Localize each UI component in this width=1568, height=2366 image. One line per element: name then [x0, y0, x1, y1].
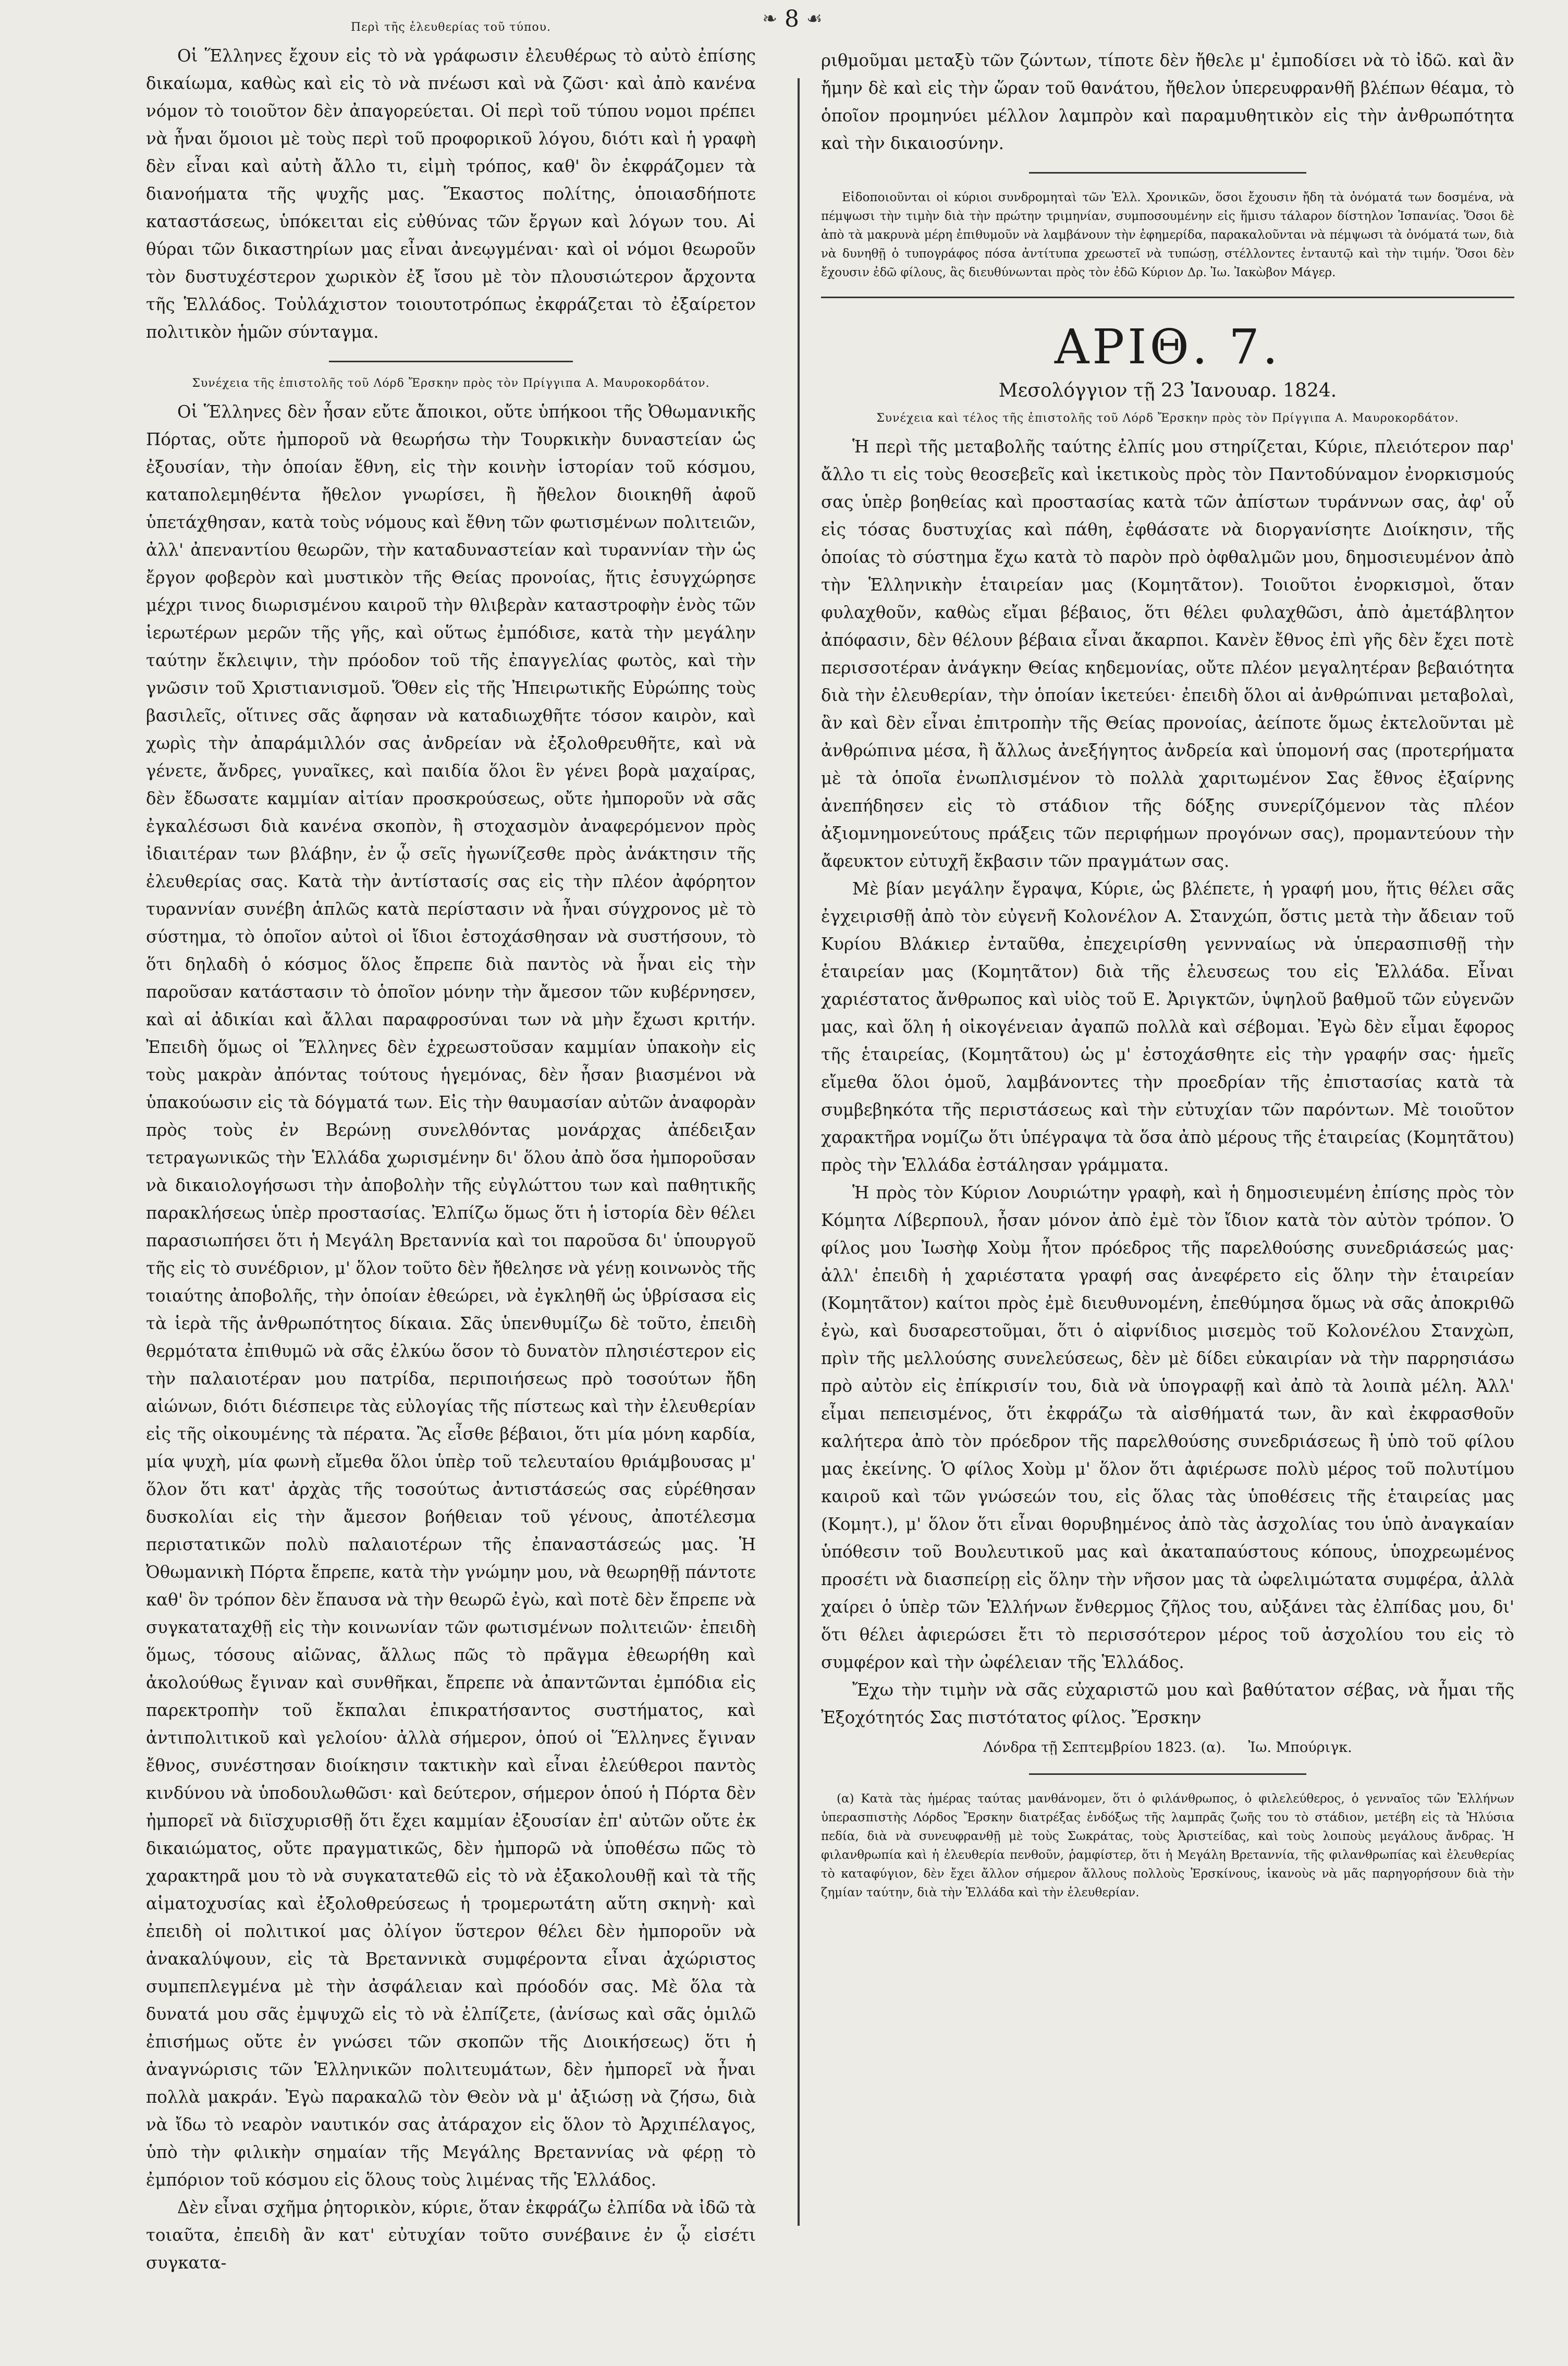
page-number-header: [740, 3, 844, 34]
issue-title: ΑΡΙΘ. 7.: [1054, 319, 1281, 375]
letter-continuation: ριθμοῦμαι μεταξὺ τῶν ζώντων, τίποτε δὲν ἤθελε μ' ἐμποδίσει νὰ τὸ ἰδῶ. καὶ ἂν ἤμην δὲ καὶ εἰς τὴν ὥραν τοῦ θανάτου, ἤθελον ὑπερευφρανθῆ βλέπων θέαμα, τὸ ὁποῖον προμηνύει μέλλον λαμπρὸν καὶ παραμυθητικὸν εἰς τὴν ἀνθρωπότητα καὶ τὴν δικαιοσύνην.: [821, 51, 1514, 153]
page-number: 8: [785, 5, 799, 32]
letter-paragraph: Μὲ βίαν μεγάλην ἔγραψα, Κύριε, ὡς βλέπετε, ἡ γραφή μου, ἥτις θέλει σᾶς ἐγχειρισθῇ ἀπὸ τὸν εὐγενῆ Κολονέλον Α. Στανχώπ, ὅστις μετὰ τὴν ἄδειαν τοῦ Κυρίου Βλάκιερ ἐνταῦθα, ἐπεχειρίσθη γεννναίως νὰ ὑπερασπισθῇ τὴν ἑταιρείαν μας (Κομητᾶτον) διὰ τῆς ἐλευσεως του εἰς Ἑλλάδα. Εἶναι χαριέστατος ἄνθρωπος καὶ υἱὸς τοῦ Ε. Ἀριγκτῶν, ὑψηλοῦ βαθμοῦ τῶν εὐγενῶν μας, καὶ ὅλη ἡ οἰκογένειαν ἀγαπῶ πολλὰ καὶ σέβομαι. Ἐγὼ δὲν εἶμαι ἔφορος τῆς ἑταιρείας, (Κομητᾶτου) ὡς μ' ἐστοχάσθητε εἰς τὴν γραφήν σας· ἡμεῖς εἴμεθα ὅλοι ὁμοῦ, λαμβάνοντες τὴν προεδρίαν τῆς ἐπιστασίας κατὰ τὰ συμβεβηκότα τῆς περιστάσεως καὶ τὴν εὐτυχίαν τῶν παρόντων. Μὲ τοιοῦτον χαρακτῆρα νομίζω ὅτι ὑπέγραψα τὰ ὅσα ἀπὸ μέρους τῆς ἑταιρείας (Κομητᾶτου) πρὸς τὴν Ἑλλάδα ἐστάλησαν γράμματα.: [821, 879, 1514, 1175]
subscribers-notice: Εἰδοποιοῦνται οἱ κύριοι συνδρομηταὶ τῶν Ἑλλ. Χρονικῶν, ὅσοι ἔχουσιν ἤδη τὰ ὀνόματά των δοσμένα, νὰ πέμψωσι τὴν τιμὴν διὰ τὴν πρώτην τριμηνίαν, συμποσουμένην εἰς ἥμισυ τάλαρον δίστηλον Ἱσπανίας. Ὅσοι δὲ ἀπὸ τὰ μακρυνὰ μέρη ἐπιθυμοῦν νὰ λαμβάνουν τὴν ἐφημερίδα, παρακαλοῦνται νὰ πέμψωσι τὰ ὀνόματά των, διὰ νὰ δυνηθῇ ὁ τυπογράφος πόσα ἀντίτυπα χρεωστεῖ νὰ τυπώσῃ, στέλλοντες ἐνταυτῷ καὶ τὴν τιμήν. Ὅσοι δὲν ἔχουσιν ἐδῶ φίλους, ἃς διευθύνωνται πρὸς τὸν ἐδῶ Κύριον Δρ. Ἰω. Ἰακὼβον Μάγερ.: [821, 191, 1514, 279]
left-column: [146, 21, 756, 2335]
letter-heading: Συνέχεια καὶ τέλος τῆς ἐπιστολῆς τοῦ Λόρδ Ἔρσκην πρὸς τὸν Πρίγγιπα Α. Μαυροκορδάτον.: [876, 412, 1459, 425]
separator-rule: [821, 297, 1514, 298]
signature-name: Ἰω. Μπούριγκ.: [1248, 1739, 1352, 1756]
closing-line: Ἔχω τὴν τιμὴν νὰ σᾶς εὐχαριστῶ μου καὶ βαθύτατον σέβας, νὰ ἦμαι τῆς Ἐξοχότητός Σας πιστότατος φίλος. Ἔρσκην: [821, 1680, 1514, 1727]
separator-rule: [1029, 172, 1306, 174]
dateline: Μεσολόγγιον τῇ 23 Ἰανουαρ. 1824.: [998, 380, 1337, 401]
separator-rule: [329, 361, 573, 362]
right-column: [821, 47, 1514, 2340]
letter-paragraph-end: Δὲν εἶναι σχῆμα ῥητορικὸν, κύριε, ὅταν ἐκφράζω ἐλπίδα νὰ ἰδῶ τὰ τοιαῦτα, ἐπειδὴ ἂν κατ' εὐτυχίαν τοῦτο συνέβαινε ἐν ᾧ εἰσέτι συγκατα-: [146, 2198, 756, 2273]
ornament-left-icon: ❧: [762, 8, 777, 29]
ornament-right-icon: ☙: [806, 8, 823, 29]
letter-paragraph: Ἡ πρὸς τὸν Κύριον Λουριώτην γραφὴ, καὶ ἡ δημοσιευμένη ἐπίσης πρὸς τὸν Κόμητα Λίβερπουλ, ἦσαν μόνον ἀπὸ ἐμὲ τὸν ἴδιον κατὰ τὸν αὐτὸν τρόπον. Ὁ φίλος μου Ἰωσὴφ Χοὺμ ἦτον πρόεδρος τῆς παρελθούσης συνεδριάσεώς μας· ἀλλ' ἐπειδὴ ἡ χαριέστατα γραφή σας ἀνεφέρετο εἰς ὅλην τὴν ἑταιρείαν (Κομητᾶτον) καίτοι πρὸς ἐμὲ διευθυνομένη, ἐπεθύμησα ὅμως νὰ σᾶς ἀποκριθῶ ἐγὼ, καὶ δυσαρεστοῦμαι, ὅτι ὁ αἰφνίδιος μισεμὸς τοῦ Κολονέλου Στανχὼπ, πρὶν τῆς μελλούσης συνελεύσεως, δὲν μὲ δίδει εὐκαιρίαν νὰ τὴν παρρησιάσω πρὸ αὐτὸν εἰς ἐπίκρισίν του, διὰ νὰ ὑπογραφῇ καὶ ἀπὸ τὰ λοιπὰ μέλη. Ἀλλ' εἶμαι πεπεισμένος, ὅτι ἐκφράζω τὰ αἰσθήματά των, ἂν καὶ ἐκφρασθοῦν καλήτερα ἀπὸ τὸν πρόεδρον τῆς παρελθούσης συνεδριάσεως ἢ ὑπὸ τοῦ φίλου μας ἐκείνης. Ὁ φίλος Χοὺμ μ' ὅλον ὅτι ἀφιέρωσε πολὺ μέρος τοῦ πολυτίμου καιροῦ καὶ τῶν γνώσεών του, εἰς ὅλας τὰς ὑποθέσεις τῆς ἑταιρείας μας (Κομητ.), μ' ὅλον ὅτι εἶναι θορυβημένος ἀπὸ τὰς ἀσχολίας του ὑπὸ ἀναγκαίαν ὑπόθεσιν τοῦ Βουλευτικοῦ μας καὶ ἀκαταπαύστους κόπους, ὑποχρεωμένος προσέτι νὰ διασπείρῃ εἰς ὅλην τὴν νῆσον μας τὰ ὠφελιμώτατα συμφέρα, ἀλλὰ χαίρει ὁ ὑπὲρ τῶν Ἑλλήνων ἔνθερμος ζῆλος του, αὐξάνει τὰς ἐλπίδας μου, δι' ὅτι θέλει ἀφιερώσει ἔτι τὸ περισσότερον μέρος τοῦ ἀσχολίου του εἰς τὸ συμφέρον καὶ τὴν ὠφέλειαν τῆς Ἑλλάδος.: [821, 1183, 1514, 1672]
footnote-rule: [1029, 1773, 1306, 1775]
column-divider: [798, 78, 800, 2226]
letter-paragraph: Οἱ Ἕλληνες δὲν ἦσαν εὔτε ἄποικοι, οὔτε ὑπήκοοι τῆς Ὀθωμανικῆς Πόρτας, οὔτε ἠμποροῦ νὰ θεωρήσω τὴν Τουρκικὴν δυναστείαν ὡς ἐξουσίαν, τὴν ὁποίαν ἔθνη, εἰς τὴν κοινὴν ἱστορίαν τοῦ κόσμου, καταπολεμηθέντα ἤθελον γνωρίσει, ἢ ἤθελον διοικηθῆ ἀφοῦ ὑπετάχθησαν, κατὰ τοὺς νόμους καὶ ἔθνη τῶν φωτισμένων πολιτειῶν, ἀλλ' ἀπεναντίου θεωρῶν, τὴν καταδυναστείαν καὶ τυραννίαν τὴν ὡς ἔργον φοβερὸν καὶ μυστικὸν τῆς Θείας προνοίας, ἥτις ἐσυγχώρησε μέχρι τινος διωρισμένου καιροῦ τὴν θλιβερὰν καταστροφὴν ἑνὸς τῶν ἱερωτέρων μερῶν τῆς γῆς, καὶ οὕτως ἐμπόδισε, κατὰ τὴν μεγάλην ταύτην ἔκλειψιν, τὴν πρόοδον τοῦ τῆς ἐπαγγελίας φωτὸς, καὶ τὴν γνῶσιν τοῦ Χριστιανισμοῦ. Ὅθεν εἰς τῆς Ἠπειρωτικῆς Εὐρώπης τοὺς βασιλεῖς, οἵτινες σᾶς ἄφησαν νὰ καταδιωχθῆτε τόσον καιρὸν, καὶ χωρὶς τὴν ἀπαράμιλλόν σας ἀνδρείαν νὰ ἐξολοθρευθῆτε, καὶ νὰ γένετε, ἄνδρες, γυναῖκες, καὶ παιδία ὅλοι ἓν γένει βορὰ μαχαίρας, δὲν ἔδωσατε καμμίαν αἰτίαν προσκρούσεως, οὔτε ἠμποροῦν νὰ σᾶς ἐγκαλέσωσι διὰ κανένα σκοπὸν, ἢ στοχασμὸν ἀναφερόμενον πρὸς ἰδιαιτέραν των βλάβην, ἐν ᾧ σεῖς ἠγωνίζεσθε πρὸς ἀνάκτησιν τῆς ἐλευθερίας σας. Κατὰ τὴν ἀντίστασίς σας εἰς τὴν πλέον ἀφόρητον τυραννίαν συνέβη ἁπλῶς κατὰ περίστασιν νὰ ἦναι σύγχρονος μὲ τὸ σύστημα, τὸ ὁποῖον αὐτοὶ οἱ ἴδιοι ἐστοχάσθησαν νὰ συστήσουν, τὸ ὅτι δηλαδὴ ὁ κόσμος ὅλος ἔπρεπε διὰ παντὸς νὰ ἦναι εἰς τὴν παροῦσαν κατάστασιν τὸ ὁποῖον μόνην τὴν ἄμεσον τῶν κυβέρνησεν, καὶ αἱ ἀδικίαι καὶ ἄλλαι παραφροσύναι των νὰ μὴν ἔχωσι κριτήν. Ἐπειδὴ ὅμως οἱ Ἕλληνες δὲν ἐχρεωστοῦσαν καμμίαν ὑπακοὴν εἰς τοὺς μακρὰν ἀπόντας τούτους ἡγεμόνας, δὲν ἦσαν βιασμένοι νὰ ὑπακούωσιν εἰς τὰ δόγματά των. Εἰς τὴν θαυμασίαν αὐτῶν ἀναφορὰν πρὸς τοὺς ἐν Βερώνῃ συνελθόντας μονάρχας ἀπέδειξαν τετραγωνικῶς τὴν Ἑλλάδα χωρισμένην δι' ὅλου ἀπὸ ὅσα ἠμποροῦσαν νὰ δικαιολογήσωσι τὴν ἀποβολὴν τῆς εὐγλώττου των καὶ παθητικῆς παρακλήσεως ὑπὲρ προστασίας. Ἐλπίζω ὅμως ὅτι ἡ ἱστορία δὲν θέλει παρασιωπήσει ὅτι ἡ Μεγάλη Βρεταννία καὶ τοι παροῦσα δι' ὑπουργοῦ τῆς εἰς τὸ συνέδριον, μ' ὅλον τοῦτο δὲν ἤθελησε νὰ γένῃ κοινωνὸς τῆς τοιαύτης ἀποβολῆς, τὴν ὁποίαν ἐθεώρει, νὰ ἐγκληθῆ ὡς ὑβρίσασα εἰς τὰ ἱερὰ τῆς ἀνθρωπότητος δίκαια. Σᾶς ὑπενθυμίζω δὲ τοῦτο, ἐπειδὴ θερμότατα ἐπιθυμῶ νὰ σᾶς ἐλκύω ὅσον τὸ δυνατὸν πλησιέστερον εἰς τὴν παλαιοτέραν μου πατρίδα, περιποιήσεως πρὸ τοσούτων ἤδη αἰώνων, διότι διέσπειρε τὰς εὐλογίας τῆς πίστεως καὶ τὴν ἐλευθερίαν εἰς τῆς οἰκουμένης τὰ πέρατα. Ἂς εἶσθε βέβαιοι, ὅτι μία μόνη καρδία, μία ψυχὴ, μία φωνὴ εἴμεθα ὅλοι ὑπὲρ τοῦ τελευταίου θριάμβουσας μ' ὅλον ὅτι κατ' ἀρχὰς τῆς τοσούτως ἀντιστάσεώς σας εὑρέθησαν δυσκολίαι εἰς τὴν ἄμεσον βοήθειαν τοῦ γένους, ἀποτέλεσμα περιστατικῶν πολὺ παλαιοτέρων τῆς ἐπαναστάσεώς μας. Ἡ Ὀθωμανικὴ Πόρτα ἔπρεπε, κατὰ τὴν γνώμην μου, νὰ θεωρηθῇ πάντοτε καθ' ὃν τρόπον δὲν ἔπαυσα νὰ τὴν θεωρῶ ἐγὼ, καὶ ποτὲ δὲν ἔπρεπε νὰ συγκαταταχθῇ εἰς τὴν κοινωνίαν τῶν φωτισμένων πολιτειῶν· ἐπειδὴ ὅμως, τόσους αἰῶνας, ἄλλως πῶς τὸ πρᾶγμα ἐθεωρήθη καὶ ἀκολούθως ἔγιναν καὶ συνθῆκαι, ἔπρεπε νὰ ἀπαντῶνται ἐμπόδια εἰς παρεκτροπὴν τοῦ ἔκπαλαι ἐπικρατήσαντος συστήματος, καὶ ἀντιπολιτικοῦ καὶ γελοίου· ἀλλὰ σήμερον, ὁπού οἱ Ἕλληνες ἔγιναν ἔθνος, συνέστησαν διοίκησιν τακτικὴν καὶ εἶναι ἐλεύθεροι παντὸς κινδύνου νὰ ὑποδουλωθῶσι· καὶ δεύτερον, σήμερον ὁπού ἡ Πόρτα δὲν ἠμπορεῖ νὰ διϊσχυρισθῇ ὅτι ἔχει καμμίαν ἐξουσίαν ἐπ' αὐτῶν οὔτε ἐκ δικαιώματος, οὔτε πραγματικῶς, δὲν ἠμπορῶ νὰ ὑποθέσω πῶς τὸ χαρακτηρᾶ μου τὸ νὰ συγκατατεθῶ εἰς τὸ νὰ ἐξακολουθῇ καὶ τὰ τῆς αἱματοχυσίας καὶ ἐξολοθρεύσεως ἡ τρομερωτάτη αὕτη σκηνὴ· καὶ ἐπειδὴ οἱ πολιτικοί μας ὀλίγον ὕστερον θέλει δὲν ἠμποροῦν νὰ ἀνακαλύψουν, εἰς τὰ Βρεταννικὰ συμφέροντα εἶναι ἀχώριστος συμπεπλεγμένα μὲ τὴν ἀσφάλειαν καὶ πρόοδόν σας. Μὲ ὅλα τὰ δυνατά μου σᾶς ἐμψυχῶ εἰς τὸ νὰ ἐλπίζετε, (ἀνίσως καὶ σᾶς ὁμιλῶ ἐπισήμως οὔτε ἐν γνώσει τῶν σκοπῶν τῆς Διοικήσεως) ὅτι ἡ ἀναγνώρισις τῶν Ἑλληνικῶν πολιτευμάτων, δὲν ἠμπορεῖ νὰ ἦναι πολλὰ μακράν. Ἐγὼ παρακαλῶ τὸν Θεὸν νὰ μ' ἀξιώσῃ νὰ ζήσω, διὰ νὰ ἴδω τὸ νεαρὸν ναυτικόν σας ἀτάραχον εἰς ὅλον τὸ Ἀρχιπέλαγος, ὑπὸ τὴν φιλικὴν σημαίαν τῆς Μεγάλης Βρεταννίας νὰ φέρῃ τὸ ἐμπόριον τοῦ κόσμου εἰς ὅλους τοὺς λιμένας τῆς Ἑλλάδος.: [146, 402, 756, 2190]
letter-paragraph: Ἡ περὶ τῆς μεταβολῆς ταύτης ἐλπίς μου στηρίζεται, Κύριε, πλειότερον παρ' ἄλλο τι εἰς τοὺς θεοσεβεῖς καὶ ἱκετικοὺς πρὸς τὸν Παντοδύναμον ἐνορκισμούς σας ὑπὲρ βοηθείας καὶ προστασίας κατὰ τῶν ἀπίστων τυράννων σας, ἀφ' οὗ εἰς τόσας δυστυχίας καὶ πάθη, ἐφθάσατε νὰ διοργανίσητε Διοίκησιν, τῆς ὁποίας τὸ σύστημα ἔχω κατὰ τὸ παρὸν πρὸ ὀφθαλμῶν μου, δημοσιευμένον ἀπὸ τὴν Ἑλληνικὴν ἑταιρείαν μας (Κομητᾶτον). Τοιοῦτοι ἐνορκισμοὶ, ὅταν φυλαχθοῦν, καθὼς εἴμαι βέβαιος, ὅτι θέλει φυλαχθῶσι, ἀπὸ ἀμετάβλητον ἀπόφασιν, δὲν θέλουν βέβαια εἶναι ἄκαρποι. Κανὲν ἔθνος ἐπὶ γῆς δὲν ἔχει ποτὲ περισσοτέραν ἀνάγκην Θείας κηδεμονίας, οὔτε πλέον μεγαλητέραν βεβαιότητα διὰ τὴν ἐλευθερίαν, τὴν ὁποίαν ἱκετεύει· ἐπειδὴ ὅλοι αἱ ἀνθρώπιναι μεταβολαὶ, ἂν καὶ δὲν εἶναι ἐπιτροπὴν τῆς Θείας προνοίας, ἀείποτε ὅμως ἐκτελοῦνται μὲ ἀνθρώπινα μέσα, ἢ ἄλλως ἀνεξήγητος ἀνδρεία καὶ ὑπομονή σας (προτερήματα μὲ τὰ ὁποῖα ἐνωπλισμένον τὸ πολλὰ χαριτωμένον Σας ἔθνος ἐξαίρνης ἀνεπήδησεν εἰς τὸ στάδιον τῆς δόξης συνερίζόμενον τὰς πλέον ἀξιομνημονεύτους πράξεις τῶν περιφήμων προγόνων σας), προμαντεύουν τὴν ἄφευκτον εὐτυχῆ ἔκβασιν τῶν πραγμάτων σας.: [821, 437, 1514, 871]
signature-place: Λόνδρα τῇ Σεπτεμβρίου 1823. (α).: [983, 1739, 1226, 1756]
footnote: (α) Κατὰ τὰς ἡμέρας ταύτας μανθάνομεν, ὅτι ὁ φιλάνθρωπος, ὁ φιλελεύθερος, ὁ γενναῖος τῶν Ἑλλήνων ὑπερασπιστὴς Λόρδος Ἔρσκην διατρέξας ἐνδόξως τῆς λαμπρᾶς ζωῆς του τὸ στάδιον, μετέβη εἰς τὰ Ἠλύσια πεδία, διὰ νὰ συνευφρανθῇ μὲ τοὺς Σωκράτας, τοὺς Ἀριστείδας, καὶ τοὺς λοιποὺς μεγάλους ἄνδρας. Ἡ φιλανθρωπία καὶ ἡ ἐλευθερία πενθοῦν, ῥαμφίστερ, ὅτι ἡ Μεγάλη Βρεταννία, τῆς φιλανθρωπίας καὶ ἐλευθερίας τὸ καταφύγιον, δὲν ἔχει ἄλλον σήμερον ἄλλους πολλοὺς Ἐρσκίνους, ἱκανοὺς νὰ μᾶς παρηγορήσουν διὰ τὴν ζημίαν ταύτην, διὰ τὴν Ἑλλάδα καὶ τὴν ἐλευθερίαν.: [821, 1792, 1514, 1899]
section-heading: Περὶ τῆς ἐλευθερίας τοῦ τύπου.: [350, 21, 552, 34]
press-freedom-paragraph: Οἱ Ἕλληνες ἔχουν εἰς τὸ νὰ γράφωσιν ἐλευθέρως τὸ αὐτὸ ἐπίσης δικαίωμα, καθὼς καὶ εἰς τὸ νὰ πνέωσι καὶ νὰ ζῶσι· καὶ ἀπὸ κανένα νόμον τὸ τοιοῦτον δὲν ἀπαγορεύεται. Οἱ περὶ τοῦ τύπου νομοι πρέπει νὰ ἦναι ὅμοιοι μὲ τοὺς περὶ τοῦ προφορικοῦ λόγου, διότι καὶ ἡ γραφὴ δὲν εἶναι καὶ αὐτὴ ἄλλο τι, εἰμὴ τρόπος, καθ' ὃν ἐκφράζομεν τὰ διανοήματα τῆς ψυχῆς μας. Ἕκαστος πολίτης, ὁποιασδήποτε καταστάσεως, ὑπόκειται εἰς εὐθύνας τῶν ἔργων καὶ λόγων του. Αἱ θύραι τῶν δικαστηρίων μας εἶναι ἀνεῳγμέναι· καὶ οἱ νόμοι θεωροῦν τὸν δυστυχέστερον χωρικὸν ἐξ ἴσου μὲ τὸν πλουσιώτερον ἄρχοντα τῆς Ἑλλάδος. Τοὐλάχιστον τοιουτοτρόπως ἐκφράζεται τὸ ἐξαίρετον πολιτικὸν ἡμῶν σύνταγμα.: [146, 46, 756, 342]
letter-heading: Συνέχεια τῆς ἐπιστολῆς τοῦ Λόρδ Ἔρσκην πρὸς τὸν Πρίγγιπα Α. Μαυροκορδάτον.: [192, 377, 710, 390]
